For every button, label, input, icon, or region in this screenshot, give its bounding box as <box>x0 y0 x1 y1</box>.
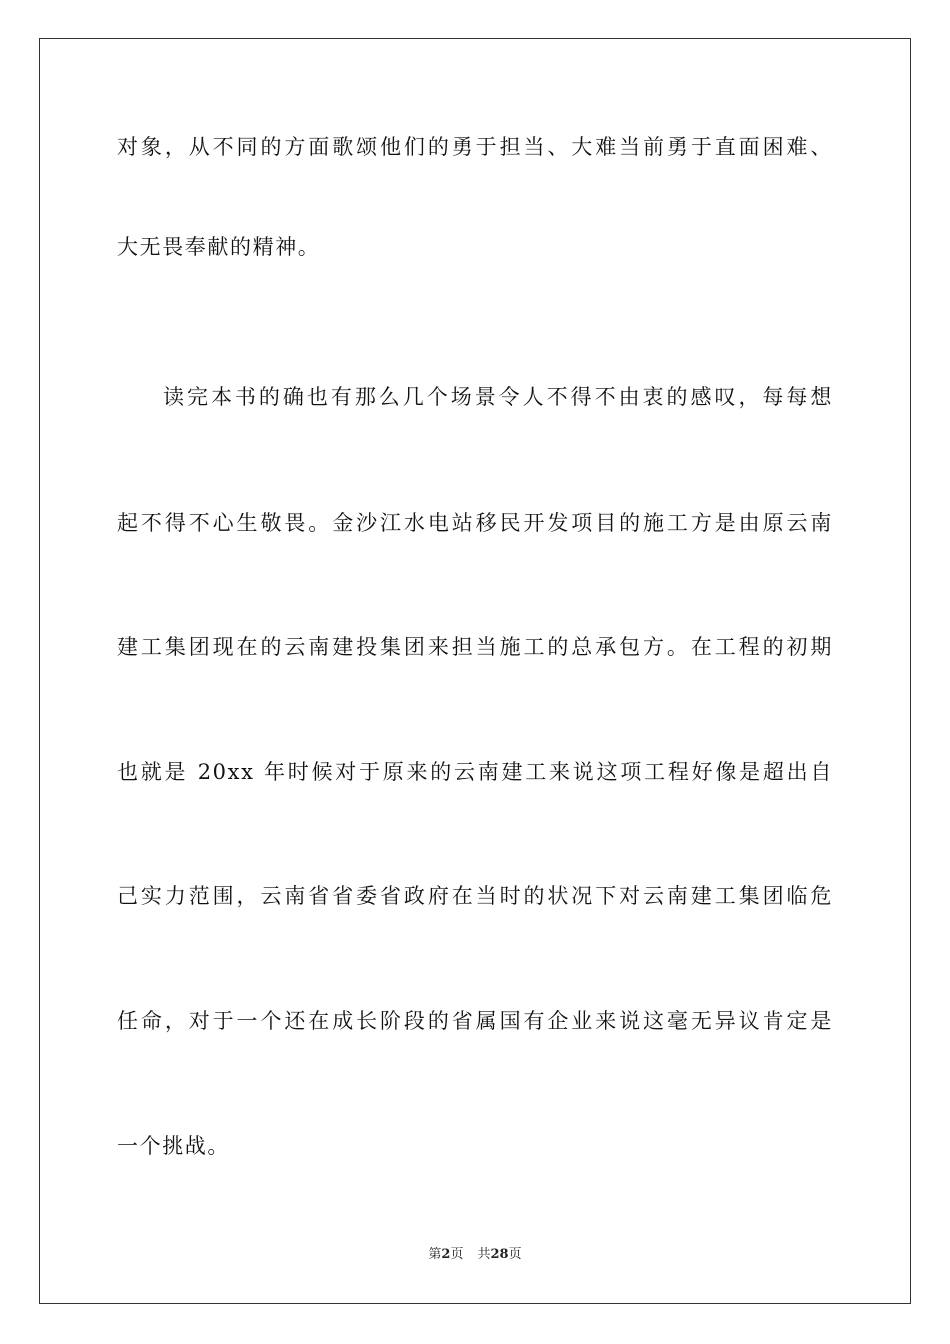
text-line-3: 读完本书的确也有那么几个场景令人不得不由衷的感叹，每每想 <box>163 385 833 409</box>
current-page-number: 2 <box>441 1247 451 1262</box>
text-line-1: 对象，从不同的方面歌颂他们的勇于担当、大难当前勇于直面困难、 <box>117 135 833 159</box>
footer-total-suffix: 页 <box>508 1247 522 1262</box>
text-line-8: 任命，对于一个还在成长阶段的省属国有企业来说这毫无异议肯定是 <box>117 1009 833 1033</box>
footer-total-prefix: 共 <box>477 1247 491 1262</box>
page-border <box>39 38 911 1304</box>
footer-prefix: 第 <box>428 1247 442 1262</box>
text-line-9: 一个挑战。 <box>117 1134 230 1158</box>
text-line-6: 也就是 20xx 年时候对于原来的云南建工来说这项工程好像是超出自 <box>117 760 833 784</box>
text-line-4: 起不得不心生敬畏。金沙江水电站移民开发项目的施工方是由原云南 <box>117 511 833 535</box>
text-line-7: 己实力范围，云南省省委省政府在当时的状况下对云南建工集团临危 <box>117 884 833 908</box>
footer-page-suffix: 页 <box>450 1247 464 1262</box>
text-line-2: 大无畏奉献的精神。 <box>117 235 321 259</box>
page-footer <box>0 1246 950 1264</box>
total-page-count: 28 <box>490 1247 509 1262</box>
text-line-5: 建工集团现在的云南建投集团来担当施工的总承包方。在工程的初期 <box>117 635 833 659</box>
